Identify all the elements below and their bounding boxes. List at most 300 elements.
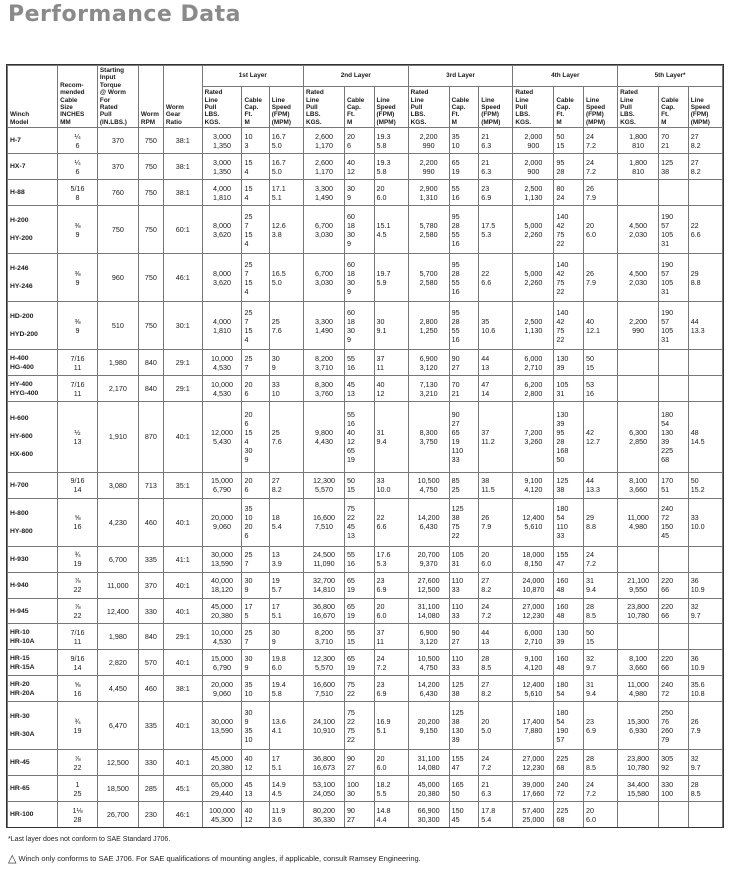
worm-rpm-cell: 460	[138, 676, 163, 702]
line-speed-cell-layer-3: 24 7.2	[479, 598, 513, 624]
header-cable-capacity-layer-4: Cable Cap. Ft. M	[554, 87, 584, 128]
cable-capacity-cell-layer-1: 25 7	[242, 546, 269, 572]
line-speed-cell-layer-2: 18.2 5.5	[374, 776, 408, 802]
cable-size-cell: ¾ 19	[58, 702, 98, 750]
cable-capacity-cell-layer-3: 95 28 55 16	[449, 302, 479, 350]
cable-size-cell: 7/16 11	[58, 350, 98, 376]
line-speed-cell-layer-1: 14.9 4.5	[269, 776, 303, 802]
rated-pull-cell-layer-5: 11,000 4,980	[618, 676, 659, 702]
line-speed-cell-layer-4: 53 16	[583, 376, 617, 402]
rated-pull-cell-layer-5: 23,800 10,780	[618, 598, 659, 624]
cable-capacity-cell-layer-2: 55 16	[344, 546, 374, 572]
rated-pull-cell-layer-2: 16,600 7,510	[303, 676, 344, 702]
rated-pull-cell-layer-1: 20,000 9,060	[202, 676, 242, 702]
header-worm-rpm: Worm RPM	[138, 66, 163, 128]
cable-size-cell: ½ 13	[58, 402, 98, 472]
header-layer-3: 3rd Layer	[408, 66, 513, 87]
winch-model-cell: H-600 HY-600 HX-600	[8, 402, 58, 472]
cable-capacity-cell-layer-4: 225 68	[554, 802, 584, 828]
cable-capacity-cell-layer-5: 240 72	[659, 676, 689, 702]
triangle-warning-icon: △	[8, 853, 17, 865]
gear-ratio-cell: 40:1	[163, 702, 202, 750]
rated-pull-cell-layer-1: 10,000 4,530	[202, 624, 242, 650]
rated-pull-cell-layer-4: 6,200 2,800	[513, 376, 554, 402]
cable-capacity-cell-layer-4: 50 15	[554, 128, 584, 154]
cable-capacity-cell-layer-2: 75 22 75 22	[344, 702, 374, 750]
rated-pull-cell-layer-4: 27,000 12,230	[513, 750, 554, 776]
rated-pull-cell-layer-1: 8,000 3,620	[202, 254, 242, 302]
gear-ratio-cell: 46:1	[163, 802, 202, 828]
header-cable-capacity-layer-5: Cable Cap. Ft. M	[659, 87, 689, 128]
cable-capacity-cell-layer-4: 140 42 75 22	[554, 254, 584, 302]
cable-capacity-cell-layer-4: 140 42 75 22	[554, 206, 584, 254]
winch-model-cell: HR-100	[8, 802, 58, 828]
line-speed-cell-layer-5	[688, 624, 722, 650]
line-speed-cell-layer-2: 24 7.2	[374, 650, 408, 676]
line-speed-cell-layer-3: 26 7.9	[479, 498, 513, 546]
cable-capacity-cell-layer-4: 160 48	[554, 572, 584, 598]
cable-capacity-cell-layer-5: 250 76 260 79	[659, 702, 689, 750]
rated-pull-cell-layer-3: 20,200 9,150	[408, 702, 449, 750]
rated-pull-cell-layer-3: 14,200 6,430	[408, 676, 449, 702]
rated-pull-cell-layer-5	[618, 350, 659, 376]
table-row	[8, 802, 723, 828]
cable-capacity-cell-layer-4: 105 31	[554, 376, 584, 402]
worm-rpm-cell: 330	[138, 598, 163, 624]
cable-size-cell: 9/16 14	[58, 650, 98, 676]
line-speed-cell-layer-3: 20 5.0	[479, 702, 513, 750]
cable-capacity-cell-layer-1: 35 10 20 6	[242, 498, 269, 546]
header-layer-1: 1st Layer	[202, 66, 303, 87]
rated-pull-cell-layer-1: 15,000 6,790	[202, 650, 242, 676]
cable-capacity-cell-layer-5: 190 57 105 31	[659, 206, 689, 254]
line-speed-cell-layer-5	[688, 376, 722, 402]
cable-capacity-cell-layer-3: 155 47	[449, 750, 479, 776]
line-speed-cell-layer-5: 50 15.2	[688, 472, 722, 498]
line-speed-cell-layer-3: 35 10.6	[479, 302, 513, 350]
cable-capacity-cell-layer-4: 180 54	[554, 676, 584, 702]
rated-pull-cell-layer-1: 10,000 4,530	[202, 376, 242, 402]
rated-pull-cell-layer-1: 45,000 20,380	[202, 750, 242, 776]
line-speed-cell-layer-1: 13.6 4.1	[269, 702, 303, 750]
rated-pull-cell-layer-5: 1,800 810	[618, 128, 659, 154]
line-speed-cell-layer-2: 14.8 4.4	[374, 802, 408, 828]
cable-capacity-cell-layer-2: 60 18 30 9	[344, 206, 374, 254]
rated-pull-cell-layer-3: 5,780 2,580	[408, 206, 449, 254]
worm-rpm-cell: 285	[138, 776, 163, 802]
worm-rpm-cell: 570	[138, 650, 163, 676]
header-cable-capacity-layer-3: Cable Cap. Ft. M	[449, 87, 479, 128]
cable-capacity-cell-layer-3: 55 16	[449, 180, 479, 206]
table-row	[8, 350, 723, 376]
line-speed-cell-layer-5: 32 9.7	[688, 598, 722, 624]
rated-pull-cell-layer-2: 6,700 3,030	[303, 206, 344, 254]
rated-pull-cell-layer-3: 2,200 990	[408, 154, 449, 180]
gear-ratio-cell: 41:1	[163, 546, 202, 572]
rated-pull-cell-layer-5: 15,300 6,930	[618, 702, 659, 750]
line-speed-cell-layer-5: 26 7.9	[688, 702, 722, 750]
rated-pull-cell-layer-4: 9,100 4,120	[513, 650, 554, 676]
rated-pull-cell-layer-5: 1,800 810	[618, 154, 659, 180]
cable-capacity-cell-layer-3: 110 33	[449, 598, 479, 624]
input-torque-cell: 1,980	[97, 624, 138, 650]
rated-pull-cell-layer-5: 8,100 3,660	[618, 650, 659, 676]
header-input-torque: Starting Input Torque @ Worm For Rated Pull (IN.LBS.)	[97, 66, 138, 128]
cable-size-cell: ⅝ 16	[58, 676, 98, 702]
rated-pull-cell-layer-2: 12,300 5,570	[303, 650, 344, 676]
cable-size-cell: ⅜ 9	[58, 206, 98, 254]
cable-capacity-cell-layer-2: 65 19	[344, 572, 374, 598]
rated-pull-cell-layer-4: 7,200 3,260	[513, 402, 554, 472]
line-speed-cell-layer-2: 22 6.6	[374, 498, 408, 546]
line-speed-cell-layer-1: 16.7 5.0	[269, 154, 303, 180]
table-row	[8, 650, 723, 676]
rated-pull-cell-layer-1: 8,000 3,620	[202, 206, 242, 254]
rated-pull-cell-layer-5: 4,500 2,030	[618, 206, 659, 254]
rated-pull-cell-layer-4: 27,000 12,230	[513, 598, 554, 624]
worm-rpm-cell: 330	[138, 750, 163, 776]
cable-capacity-cell-layer-2: 90 27	[344, 802, 374, 828]
line-speed-cell-layer-1: 19.4 5.8	[269, 676, 303, 702]
header-rated-line-pull-layer-5: Rated Line Pull LBS. KGS.	[618, 87, 659, 128]
rated-pull-cell-layer-4: 17,400 7,880	[513, 702, 554, 750]
cable-size-cell: 1 25	[58, 776, 98, 802]
input-torque-cell: 12,500	[97, 750, 138, 776]
rated-pull-cell-layer-2: 8,300 3,760	[303, 376, 344, 402]
rated-pull-cell-layer-3: 45,000 20,380	[408, 776, 449, 802]
rated-pull-cell-layer-3: 14,200 6,430	[408, 498, 449, 546]
rated-pull-cell-layer-5	[618, 802, 659, 828]
line-speed-cell-layer-3: 38 11.5	[479, 472, 513, 498]
cable-capacity-cell-layer-1: 35 10	[242, 676, 269, 702]
cable-capacity-cell-layer-5	[659, 802, 689, 828]
table-row	[8, 624, 723, 650]
winch-model-cell: HX-7	[8, 154, 58, 180]
line-speed-cell-layer-2: 19.3 5.8	[374, 128, 408, 154]
cable-size-cell: ⅜ 9	[58, 302, 98, 350]
line-speed-cell-layer-4: 24 7.2	[583, 546, 617, 572]
cable-capacity-cell-layer-4: 130 39 95 28 168 50	[554, 402, 584, 472]
rated-pull-cell-layer-5	[618, 376, 659, 402]
line-speed-cell-layer-4: 20 6.0	[583, 802, 617, 828]
performance-table-frame	[6, 64, 724, 828]
rated-pull-cell-layer-5: 8,100 3,660	[618, 472, 659, 498]
cable-capacity-cell-layer-2: 40 12	[344, 154, 374, 180]
rated-pull-cell-layer-3: 6,900 3,120	[408, 350, 449, 376]
rated-pull-cell-layer-5: 21,100 9,550	[618, 572, 659, 598]
input-torque-cell: 18,500	[97, 776, 138, 802]
cable-size-cell: 9/16 14	[58, 472, 98, 498]
line-speed-cell-layer-5: 29 8.8	[688, 254, 722, 302]
line-speed-cell-layer-5	[688, 350, 722, 376]
winch-model-cell: H-400 HG-400	[8, 350, 58, 376]
input-torque-cell: 370	[97, 128, 138, 154]
rated-pull-cell-layer-5: 11,000 4,980	[618, 498, 659, 546]
line-speed-cell-layer-4: 31 9.4	[583, 572, 617, 598]
worm-rpm-cell: 840	[138, 350, 163, 376]
winch-model-cell: HR-20 HR-20A	[8, 676, 58, 702]
cable-capacity-cell-layer-1: 45 13	[242, 776, 269, 802]
line-speed-cell-layer-3: 20 6.0	[479, 546, 513, 572]
gear-ratio-cell: 29:1	[163, 624, 202, 650]
line-speed-cell-layer-3: 44 13	[479, 350, 513, 376]
input-torque-cell: 760	[97, 180, 138, 206]
line-speed-cell-layer-2: 19.7 5.9	[374, 254, 408, 302]
worm-rpm-cell: 750	[138, 206, 163, 254]
cable-capacity-cell-layer-5	[659, 546, 689, 572]
rated-pull-cell-layer-3: 10,500 4,750	[408, 472, 449, 498]
header-rated-line-pull-layer-3: Rated Line Pull LBS. KGS.	[408, 87, 449, 128]
line-speed-cell-layer-3: 24 7.2	[479, 750, 513, 776]
cable-capacity-cell-layer-4: 125 38	[554, 472, 584, 498]
cable-capacity-cell-layer-3: 165 50	[449, 776, 479, 802]
cable-capacity-cell-layer-3: 110 33	[449, 650, 479, 676]
header-line-speed-layer-3: Line Speed (FPM) (MPM)	[479, 87, 513, 128]
rated-pull-cell-layer-1: 15,000 6,790	[202, 472, 242, 498]
line-speed-cell-layer-1: 17.1 5.1	[269, 180, 303, 206]
worm-rpm-cell: 460	[138, 498, 163, 546]
cable-capacity-cell-layer-5	[659, 376, 689, 402]
rated-pull-cell-layer-2: 8,200 3,710	[303, 624, 344, 650]
table-row	[8, 572, 723, 598]
input-torque-cell: 6,700	[97, 546, 138, 572]
worm-rpm-cell: 870	[138, 402, 163, 472]
cable-capacity-cell-layer-5: 330 100	[659, 776, 689, 802]
cable-capacity-cell-layer-3: 90 27 65 19 110 33	[449, 402, 479, 472]
line-speed-cell-layer-1: 19 5.7	[269, 572, 303, 598]
cable-capacity-cell-layer-2: 55 16	[344, 350, 374, 376]
cable-capacity-cell-layer-3: 70 21	[449, 376, 479, 402]
rated-pull-cell-layer-3: 10,500 4,750	[408, 650, 449, 676]
line-speed-cell-layer-4: 24 7.2	[583, 128, 617, 154]
winch-model-cell: H-7	[8, 128, 58, 154]
rated-pull-cell-layer-4: 18,000 8,150	[513, 546, 554, 572]
cable-size-cell: ¾ 19	[58, 546, 98, 572]
input-torque-cell: 26,700	[97, 802, 138, 828]
table-row	[8, 154, 723, 180]
winch-model-cell: H-800 HY-800	[8, 498, 58, 546]
line-speed-cell-layer-3: 21 6.3	[479, 776, 513, 802]
line-speed-cell-layer-2: 37 11	[374, 624, 408, 650]
rated-pull-cell-layer-4: 39,000 17,660	[513, 776, 554, 802]
cable-capacity-cell-layer-1: 30 9 35 10	[242, 702, 269, 750]
cable-capacity-cell-layer-3: 125 38 75 22	[449, 498, 479, 546]
rated-pull-cell-layer-4: 6,000 2,710	[513, 350, 554, 376]
winch-model-cell: HY-400 HYG-400	[8, 376, 58, 402]
header-layer-2: 2nd Layer	[303, 66, 408, 87]
rated-pull-cell-layer-1: 40,000 18,120	[202, 572, 242, 598]
cable-size-cell: 1⅛ 28	[58, 802, 98, 828]
input-torque-cell: 11,000	[97, 572, 138, 598]
line-speed-cell-layer-2: 20 6.0	[374, 598, 408, 624]
rated-pull-cell-layer-2: 36,800 16,673	[303, 750, 344, 776]
worm-rpm-cell: 370	[138, 572, 163, 598]
cable-capacity-cell-layer-5	[659, 180, 689, 206]
table-row	[8, 376, 723, 402]
winch-model-cell: H-930	[8, 546, 58, 572]
header-line-speed-layer-4: Line Speed (FPM) (MPM)	[583, 87, 617, 128]
rated-pull-cell-layer-4: 2,000 900	[513, 128, 554, 154]
line-speed-cell-layer-3: 27 8.2	[479, 572, 513, 598]
cable-capacity-cell-layer-1: 25 7 15 4	[242, 254, 269, 302]
rated-pull-cell-layer-2: 2,600 1,170	[303, 154, 344, 180]
rated-pull-cell-layer-1: 100,000 45,300	[202, 802, 242, 828]
rated-pull-cell-layer-2: 6,700 3,030	[303, 254, 344, 302]
line-speed-cell-layer-3: 17.8 5.4	[479, 802, 513, 828]
cable-capacity-cell-layer-5: 70 21	[659, 128, 689, 154]
cable-capacity-cell-layer-2: 65 19	[344, 598, 374, 624]
worm-rpm-cell: 750	[138, 254, 163, 302]
line-speed-cell-layer-2: 23 6.9	[374, 676, 408, 702]
header-cable-size: Recom- mended Cable Size INCHES MM	[58, 66, 98, 128]
winch-model-cell: H-246 HY-246	[8, 254, 58, 302]
header-winch-model: Winch Model	[8, 66, 58, 128]
cable-capacity-cell-layer-5: 220 66	[659, 650, 689, 676]
cable-capacity-cell-layer-1: 25 7 15 4	[242, 302, 269, 350]
winch-model-cell: H-200 HY-200	[8, 206, 58, 254]
cable-capacity-cell-layer-4: 155 47	[554, 546, 584, 572]
rated-pull-cell-layer-4: 9,100 4,120	[513, 472, 554, 498]
line-speed-cell-layer-2: 37 11	[374, 350, 408, 376]
cable-capacity-cell-layer-1: 20 6	[242, 472, 269, 498]
rated-pull-cell-layer-2: 80,200 36,330	[303, 802, 344, 828]
cable-size-cell: ¼ 6	[58, 128, 98, 154]
line-speed-cell-layer-1: 33 10	[269, 376, 303, 402]
line-speed-cell-layer-1: 19.8 6.0	[269, 650, 303, 676]
cable-capacity-cell-layer-4: 240 72	[554, 776, 584, 802]
table-row	[8, 472, 723, 498]
line-speed-cell-layer-1: 18 5.4	[269, 498, 303, 546]
cable-capacity-cell-layer-3: 105 31	[449, 546, 479, 572]
worm-rpm-cell: 750	[138, 154, 163, 180]
cable-capacity-cell-layer-1: 20 6 15 4 30 9	[242, 402, 269, 472]
cable-capacity-cell-layer-2: 55 16 40 12 65 19	[344, 402, 374, 472]
input-torque-cell: 1,980	[97, 350, 138, 376]
cable-capacity-cell-layer-1: 20 6	[242, 376, 269, 402]
line-speed-cell-layer-4: 24 7.2	[583, 776, 617, 802]
cable-size-cell: ⅞ 22	[58, 572, 98, 598]
line-speed-cell-layer-4: 26 7.9	[583, 180, 617, 206]
line-speed-cell-layer-2: 31 9.4	[374, 402, 408, 472]
rated-pull-cell-layer-3: 31,100 14,080	[408, 598, 449, 624]
cable-capacity-cell-layer-4: 95 28	[554, 154, 584, 180]
cable-capacity-cell-layer-1: 30 9	[242, 572, 269, 598]
line-speed-cell-layer-5: 36 10.9	[688, 572, 722, 598]
cable-capacity-cell-layer-4: 130 39	[554, 624, 584, 650]
cable-capacity-cell-layer-5: 190 57 105 31	[659, 302, 689, 350]
cable-capacity-cell-layer-4: 160 48	[554, 598, 584, 624]
cable-size-cell: ⅝ 16	[58, 498, 98, 546]
input-torque-cell: 3,080	[97, 472, 138, 498]
header-rated-line-pull-layer-2: Rated Line Pull LBS. KGS.	[303, 87, 344, 128]
layer-header-row	[8, 66, 723, 87]
line-speed-cell-layer-3: 37 11.2	[479, 402, 513, 472]
line-speed-cell-layer-1: 16.5 5.0	[269, 254, 303, 302]
line-speed-cell-layer-4: 50 15	[583, 350, 617, 376]
input-torque-cell: 6,470	[97, 702, 138, 750]
cable-capacity-cell-layer-4: 140 42 75 22	[554, 302, 584, 350]
line-speed-cell-layer-5	[688, 802, 722, 828]
line-speed-cell-layer-4: 28 8.5	[583, 750, 617, 776]
rated-pull-cell-layer-4: 6,000 2,710	[513, 624, 554, 650]
line-speed-cell-layer-2: 30 9.1	[374, 302, 408, 350]
line-speed-cell-layer-5	[688, 180, 722, 206]
rated-pull-cell-layer-4: 12,400 5,610	[513, 498, 554, 546]
header-rated-line-pull-layer-4: Rated Line Pull LBS. KGS.	[513, 87, 554, 128]
gear-ratio-cell: 40:1	[163, 498, 202, 546]
line-speed-cell-layer-2: 17.6 5.3	[374, 546, 408, 572]
rated-pull-cell-layer-2: 9,800 4,430	[303, 402, 344, 472]
line-speed-cell-layer-4: 50 15	[583, 624, 617, 650]
cable-capacity-cell-layer-5: 125 38	[659, 154, 689, 180]
line-speed-cell-layer-3: 21 6.3	[479, 154, 513, 180]
input-torque-cell: 2,820	[97, 650, 138, 676]
gear-ratio-cell: 38:1	[163, 128, 202, 154]
rated-pull-cell-layer-2: 12,300 5,570	[303, 472, 344, 498]
line-speed-cell-layer-1: 17 5.1	[269, 750, 303, 776]
cable-capacity-cell-layer-5: 305 92	[659, 750, 689, 776]
input-torque-cell: 960	[97, 254, 138, 302]
input-torque-cell: 4,230	[97, 498, 138, 546]
line-speed-cell-layer-2: 33 10.0	[374, 472, 408, 498]
cable-capacity-cell-layer-5	[659, 624, 689, 650]
worm-rpm-cell: 335	[138, 546, 163, 572]
cable-capacity-cell-layer-1: 17 5	[242, 598, 269, 624]
worm-rpm-cell: 750	[138, 302, 163, 350]
rated-pull-cell-layer-3: 5,700 2,580	[408, 254, 449, 302]
header-line-speed-layer-2: Line Speed (FPM) (MPM)	[374, 87, 408, 128]
rated-pull-cell-layer-5: 6,300 2,850	[618, 402, 659, 472]
rated-pull-cell-layer-4: 24,000 10,870	[513, 572, 554, 598]
line-speed-cell-layer-4: 29 8.8	[583, 498, 617, 546]
rated-pull-cell-layer-1: 3,000 1,350	[202, 154, 242, 180]
input-torque-cell: 2,170	[97, 376, 138, 402]
winch-model-cell: H-88	[8, 180, 58, 206]
line-speed-cell-layer-3: 21 6.3	[479, 128, 513, 154]
line-speed-cell-layer-3: 44 13	[479, 624, 513, 650]
cable-capacity-cell-layer-2: 65 19	[344, 650, 374, 676]
cable-capacity-cell-layer-4: 180 54 110 33	[554, 498, 584, 546]
line-speed-cell-layer-1: 25 7.6	[269, 302, 303, 350]
line-speed-cell-layer-2: 40 12	[374, 376, 408, 402]
header-line-speed-layer-5: Line Speed (FPM) (MPM)	[688, 87, 722, 128]
cable-capacity-cell-layer-3: 90 27	[449, 350, 479, 376]
cable-capacity-cell-layer-3: 150 45	[449, 802, 479, 828]
rated-pull-cell-layer-1: 4,000 1,810	[202, 180, 242, 206]
line-speed-cell-layer-2: 19.3 5.8	[374, 154, 408, 180]
rated-pull-cell-layer-1: 4,000 1,810	[202, 302, 242, 350]
cable-capacity-cell-layer-1: 25 7	[242, 350, 269, 376]
rated-pull-cell-layer-1: 65,000 29,440	[202, 776, 242, 802]
line-speed-cell-layer-4: 44 13.3	[583, 472, 617, 498]
line-speed-cell-layer-5: 33 10.0	[688, 498, 722, 546]
cable-capacity-cell-layer-2: 55 15	[344, 624, 374, 650]
rated-pull-cell-layer-5: 23,800 10,780	[618, 750, 659, 776]
line-speed-cell-layer-1: 27 8.2	[269, 472, 303, 498]
rated-pull-cell-layer-5: 34,400 15,580	[618, 776, 659, 802]
line-speed-cell-layer-4: 28 8.5	[583, 598, 617, 624]
line-speed-cell-layer-5: 44 13.3	[688, 302, 722, 350]
rated-pull-cell-layer-3: 2,200 990	[408, 128, 449, 154]
cable-capacity-cell-layer-3: 35 10	[449, 128, 479, 154]
cable-size-cell: ⅜ 9	[58, 254, 98, 302]
line-speed-cell-layer-2: 23 6.9	[374, 572, 408, 598]
cable-capacity-cell-layer-5: 220 66	[659, 598, 689, 624]
gear-ratio-cell: 40:1	[163, 572, 202, 598]
cable-capacity-cell-layer-4: 130 39	[554, 350, 584, 376]
line-speed-cell-layer-3: 22 6.6	[479, 254, 513, 302]
gear-ratio-cell: 38:1	[163, 676, 202, 702]
